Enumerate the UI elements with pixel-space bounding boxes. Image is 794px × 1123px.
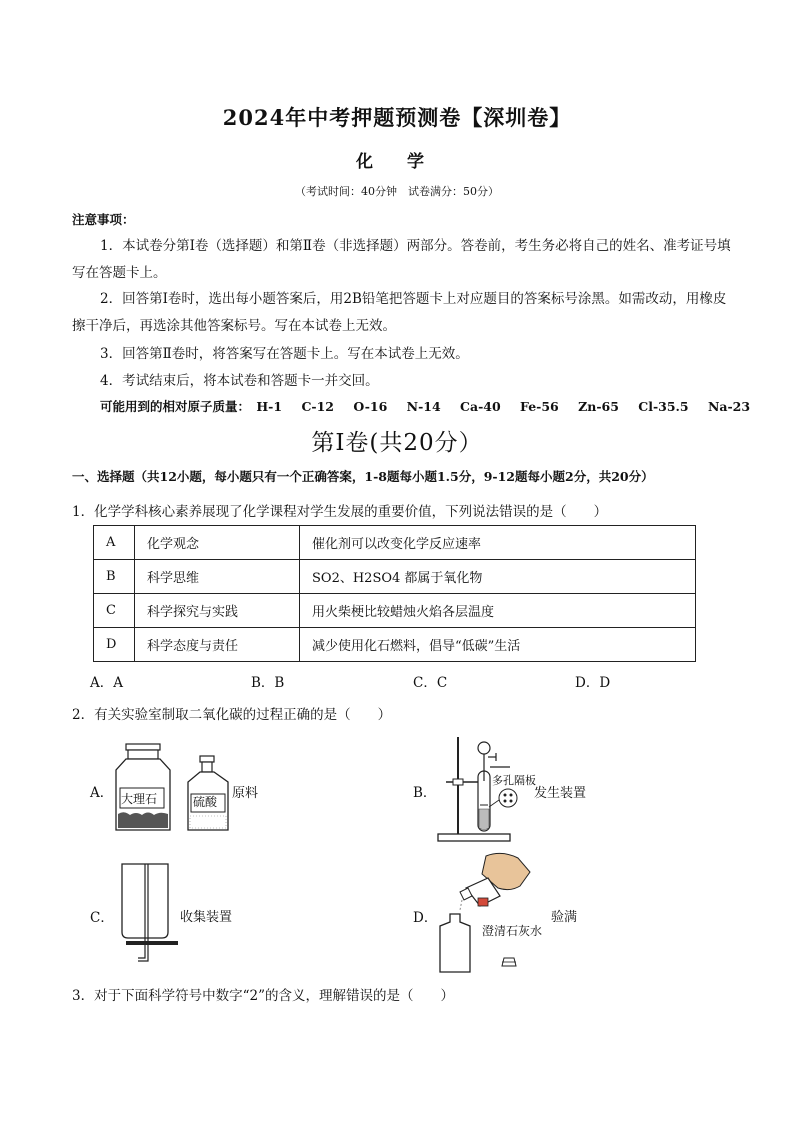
- porous-plate-label: 多孔隔板: [492, 774, 536, 787]
- atomic-mass: N-14: [406, 399, 441, 414]
- table-cell: C: [94, 594, 135, 628]
- q2-option-b-letter[interactable]: B．: [413, 785, 437, 801]
- acid-bottle-label: 硫酸: [193, 795, 218, 809]
- atomic-mass: C-12: [301, 399, 334, 414]
- exam-title: 2024年中考押题预测卷【深圳卷】: [222, 105, 572, 130]
- q2-c-caption: 收集装置: [180, 910, 233, 925]
- q2-d-caption: 验满: [551, 910, 578, 925]
- table-cell: 用火柴梗比较蜡烛火焰各层温度: [300, 594, 696, 628]
- note-item: 4．考试结束后，将本试卷和答题卡一并交回。: [100, 373, 379, 389]
- atomic-mass: Na-23: [707, 399, 751, 414]
- part-title: 第Ⅰ卷(共20分）: [311, 430, 483, 456]
- table-cell: 减少使用化石燃料，倡导“低碳”生活: [300, 628, 696, 662]
- table-cell: 科学思维: [135, 560, 300, 594]
- table-cell: A: [94, 526, 135, 560]
- atomic-mass: Ca-40: [460, 399, 501, 414]
- note-item: 2．回答第Ⅰ卷时，选出每小题答案后，用2B铅笔把答题卡上对应题目的答案标号涂黑。如需改动，用橡皮擦干净后，再选涂其他答案标号。写在本试卷上无效。: [72, 291, 727, 334]
- option-d[interactable]: D．D: [575, 675, 611, 691]
- option-b[interactable]: B．B: [251, 675, 285, 691]
- table-cell: D: [94, 628, 135, 662]
- note-item: 3．回答第Ⅱ卷时，将答案写在答题卡上。写在本试卷上无效。: [100, 346, 469, 362]
- pouring-limewater-illustration: [438, 852, 548, 974]
- option-c[interactable]: C．C: [413, 675, 448, 691]
- collection-apparatus-illustration: [112, 862, 182, 962]
- table-cell: 科学态度与责任: [135, 628, 300, 662]
- atomic-mass: H-1: [256, 399, 283, 414]
- notes-heading: 注意事项：: [72, 212, 135, 227]
- atomic-mass: Zn-65: [578, 399, 619, 414]
- note-item: 1．本试卷分第Ⅰ卷（选择题）和第Ⅱ卷（非选择题）两部分。答卷前，考生务必将自己的姓名、准考证号填写在答题卡上。: [72, 238, 731, 281]
- table-cell: SO2、H2SO4 都属于氧化物: [300, 560, 696, 594]
- exam-info: （考试时间：40分钟 试卷满分：50分）: [295, 185, 499, 198]
- q2-b-caption: 发生装置: [534, 786, 587, 801]
- q2-option-c-letter[interactable]: C．: [90, 910, 114, 926]
- q2-option-d-letter[interactable]: D．: [413, 910, 438, 926]
- subject-title: 化 学: [356, 152, 438, 172]
- marble-bottle-label: 大理石: [121, 792, 158, 806]
- table-cell: 化学观念: [135, 526, 300, 560]
- table-row: [94, 526, 696, 560]
- question-3-stem: 3．对于下面科学符号中数字“2”的含义，理解错误的是（ ）: [72, 988, 454, 1004]
- atomic-masses: [100, 397, 765, 415]
- table-row: [94, 628, 696, 662]
- q2-option-a-letter[interactable]: A．: [90, 785, 114, 801]
- table-cell: 科学探究与实践: [135, 594, 300, 628]
- limewater-label: 澄清石灰水: [482, 924, 543, 938]
- table-cell: 催化剂可以改变化学反应速率: [300, 526, 696, 560]
- atomic-mass: Fe-56: [520, 399, 559, 414]
- question-1-table: [93, 525, 696, 662]
- atomic-mass: Cl-35.5: [638, 399, 689, 414]
- atomic-mass: O-16: [353, 399, 388, 414]
- option-a[interactable]: A．A: [90, 675, 123, 691]
- q2-a-caption: 原料: [232, 786, 259, 801]
- table-row: [94, 560, 696, 594]
- table-cell: B: [94, 560, 135, 594]
- atomic-masses-label: 可能用到的相对原子质量：: [100, 399, 251, 414]
- table-row: [94, 594, 696, 628]
- generation-apparatus-illustration: [436, 735, 536, 845]
- question-2-stem: 2．有关实验室制取二氧化碳的过程正确的是（ ）: [72, 707, 392, 723]
- section-heading: 一、选择题（共12小题，每小题只有一个正确答案，1-8题每小题1.5分，9-12题每小题2分，共20分）: [72, 469, 654, 484]
- question-1-stem: 1．化学学科核心素养展现了化学课程对学生发展的重要价值，下列说法错误的是（ ）: [72, 504, 608, 520]
